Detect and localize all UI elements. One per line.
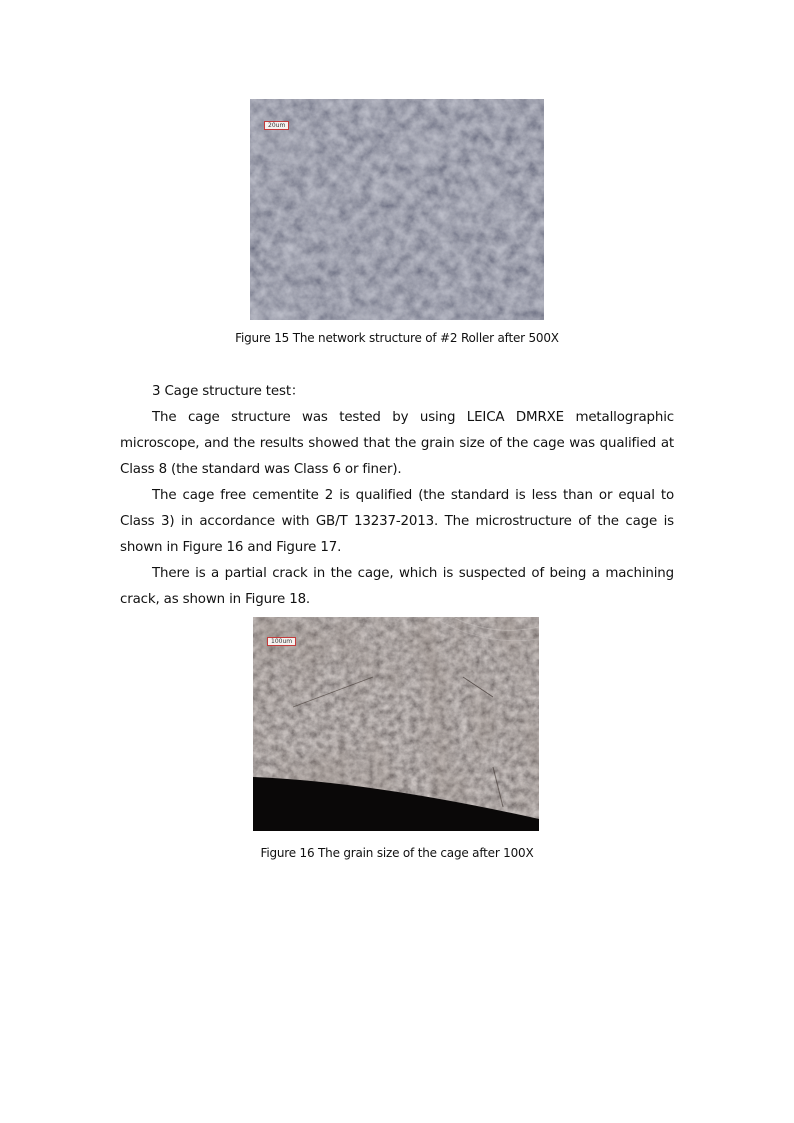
scale-bar-label: 20um bbox=[264, 121, 289, 130]
paragraph-1-text: The cage structure was tested by using LEICA DMRXE metallographic microscope, and the results showed that the grain size of the cage was qualified at Class 8 (the standard was Class 6 or finer). bbox=[120, 410, 674, 477]
paragraph-3-text: There is a partial crack in the cage, which is suspected of being a machining crack, as shown in Figure 18. bbox=[120, 566, 674, 607]
paragraph-2 bbox=[120, 483, 674, 561]
micrograph-texture bbox=[253, 617, 539, 831]
scale-bar-label: 100um bbox=[267, 637, 296, 646]
paragraph-3 bbox=[120, 561, 674, 613]
paragraph-1 bbox=[120, 405, 674, 483]
figure-15-caption: Figure 15 The network structure of #2 Roller after 500X bbox=[235, 331, 559, 345]
figure-16-micrograph bbox=[253, 617, 539, 831]
section-heading bbox=[120, 379, 674, 405]
paragraph-2-text: The cage free cementite 2 is qualified (the standard is less than or equal to Class 3) in accordance with GB/T 13237-2013. The microstructure of the cage is shown in Figure 16 and Figure 17. bbox=[120, 488, 674, 555]
figure-15-micrograph bbox=[250, 99, 544, 320]
figure-16-caption: Figure 16 The grain size of the cage after 100X bbox=[260, 846, 534, 860]
section-heading-text: 3 Cage structure test： bbox=[152, 384, 305, 399]
micrograph-texture bbox=[250, 99, 544, 320]
